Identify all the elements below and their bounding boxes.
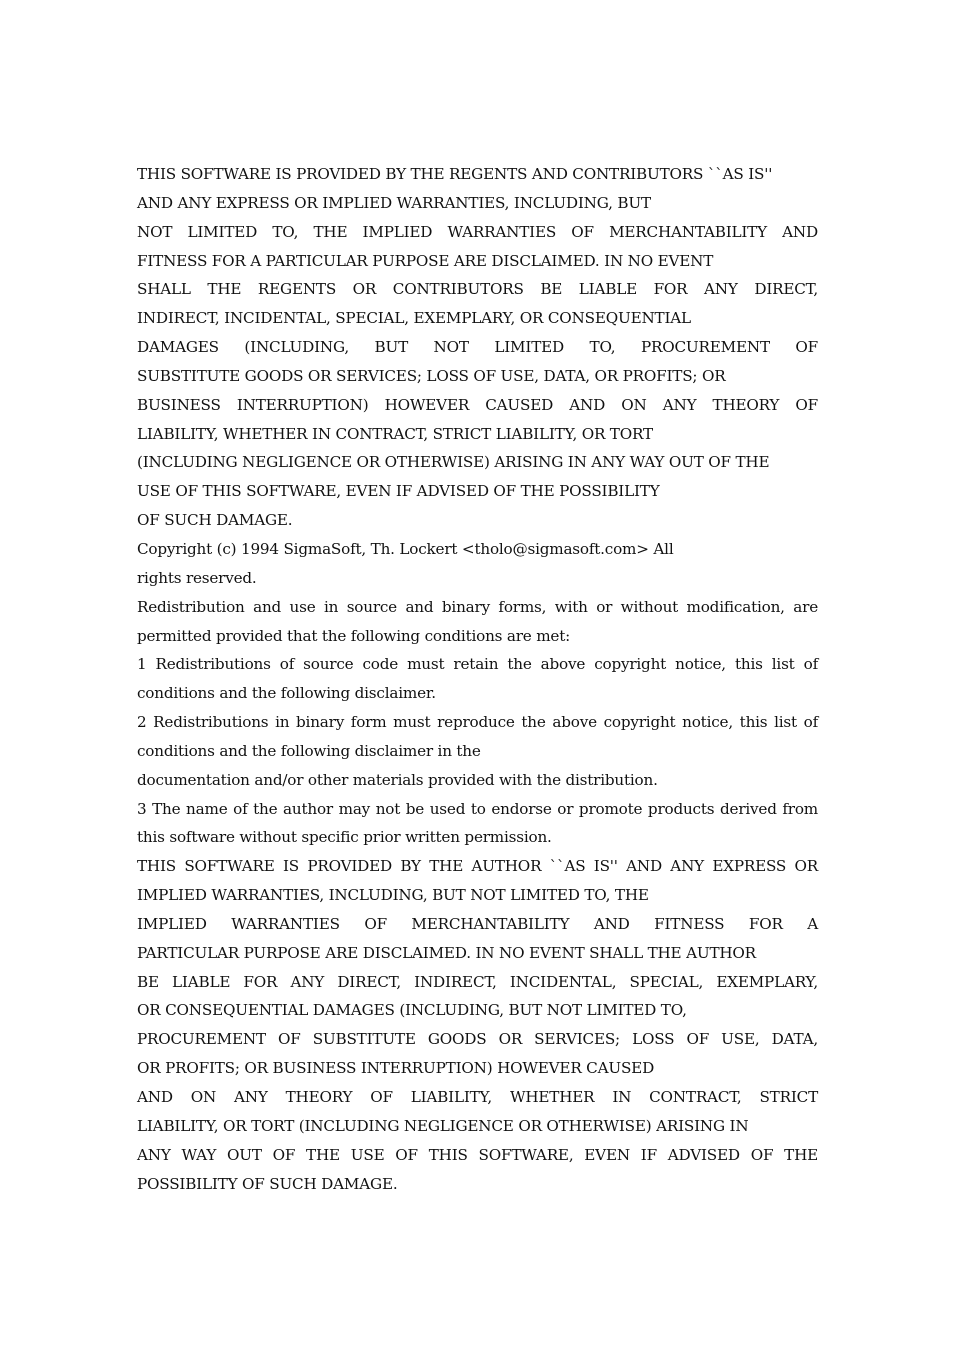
text-line: POSSIBILITY OF SUCH DAMAGE. [137, 1174, 398, 1193]
text-line: USE OF THIS SOFTWARE, EVEN IF ADVISED OF THE POSSIBILITY [137, 482, 660, 501]
text-line: THIS SOFTWARE IS PROVIDED BY THE REGENTS AND CONTRIBUTORS ``AS IS'' [137, 165, 773, 183]
text-line: (INCLUDING NEGLIGENCE OR OTHERWISE) ARISING IN ANY WAY OUT OF THE [137, 453, 770, 472]
text-line: LIABILITY, OR TORT (INCLUDING NEGLIGENCE OR OTHERWISE) ARISING IN [137, 1116, 749, 1135]
text-line: rights reserved. [137, 568, 257, 587]
text-line: OF SUCH DAMAGE. [137, 511, 293, 530]
text-line: 3 The name of the author may not be used to endorse or promote products derived from [137, 799, 818, 818]
text-line: OR CONSEQUENTIAL DAMAGES (INCLUDING, BUT NOT LIMITED TO, [137, 1001, 687, 1020]
text-line: conditions and the following disclaimer in the [137, 741, 481, 760]
text-line: conditions and the following disclaimer. [137, 684, 436, 703]
text-line: BUSINESS INTERRUPTION) HOWEVER CAUSED AND ON ANY THEORY OF [137, 395, 818, 414]
text-line: SHALL THE REGENTS OR CONTRIBUTORS BE LIABLE FOR ANY DIRECT, [137, 280, 818, 299]
text-line: 1 Redistributions of source code must retain the above copyright notice, this list of [137, 655, 818, 674]
text-line: permitted provided that the following conditions are met: [137, 626, 571, 645]
text-line: IMPLIED WARRANTIES OF MERCHANTABILITY AND FITNESS FOR A [137, 914, 818, 933]
text-line: this software without specific prior written permission. [137, 828, 552, 847]
text-line: FITNESS FOR A PARTICULAR PURPOSE ARE DISCLAIMED. IN NO EVENT [137, 251, 714, 270]
text-line: PARTICULAR PURPOSE ARE DISCLAIMED. IN NO EVENT SHALL THE AUTHOR [137, 943, 756, 962]
text-line: LIABILITY, WHETHER IN CONTRACT, STRICT LIABILITY, OR TORT [137, 424, 653, 443]
text-line: AND ON ANY THEORY OF LIABILITY, WHETHER IN CONTRACT, STRICT [137, 1088, 818, 1106]
text-line: 2 Redistributions in binary form must reproduce the above copyright notice, this list of [137, 713, 818, 732]
text-line: THIS SOFTWARE IS PROVIDED BY THE AUTHOR ``AS IS'' AND ANY EXPRESS OR [137, 857, 818, 876]
text-line: Redistribution and use in source and binary forms, with or without modification, are [137, 597, 818, 616]
text-line: PROCUREMENT OF SUBSTITUTE GOODS OR SERVICES; LOSS OF USE, DATA, [137, 1030, 818, 1049]
text-line: AND ANY EXPRESS OR IMPLIED WARRANTIES, INCLUDING, BUT [137, 193, 651, 212]
text-line: INDIRECT, INCIDENTAL, SPECIAL, EXEMPLARY, OR CONSEQUENTIAL [137, 309, 691, 328]
text-line: BE LIABLE FOR ANY DIRECT, INDIRECT, INCIDENTAL, SPECIAL, EXEMPLARY, [137, 972, 818, 991]
text-line: Copyright (c) 1994 SigmaSoft, Th. Lockert <tholo@sigmasoft.com> All [137, 539, 674, 558]
text-line: ANY WAY OUT OF THE USE OF THIS SOFTWARE, EVEN IF ADVISED OF THE [137, 1145, 818, 1164]
license-text [137, 160, 818, 1198]
text-line: DAMAGES (INCLUDING, BUT NOT LIMITED TO, PROCUREMENT OF [137, 338, 818, 357]
text-line: OR PROFITS; OR BUSINESS INTERRUPTION) HOWEVER CAUSED [137, 1059, 655, 1078]
text-line: NOT LIMITED TO, THE IMPLIED WARRANTIES OF MERCHANTABILITY AND [137, 222, 818, 241]
text-line: IMPLIED WARRANTIES, INCLUDING, BUT NOT LIMITED TO, THE [137, 886, 649, 905]
text-line: documentation and/or other materials provided with the distribution. [137, 770, 658, 789]
text-line: SUBSTITUTE GOODS OR SERVICES; LOSS OF USE, DATA, OR PROFITS; OR [137, 366, 726, 385]
